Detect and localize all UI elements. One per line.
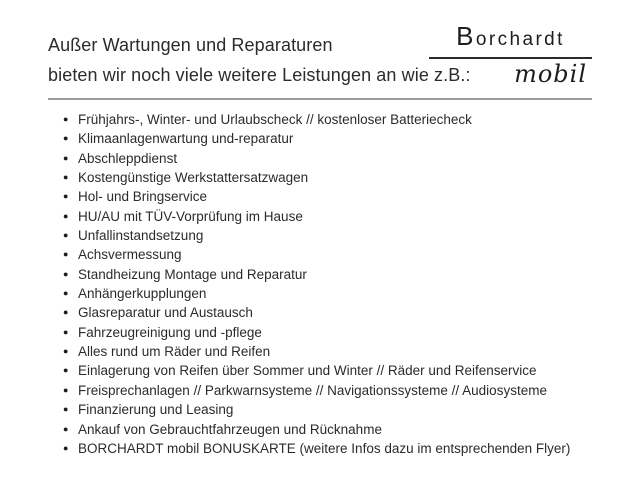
separator-rule bbox=[48, 98, 592, 100]
list-item-label: Hol- und Bringservice bbox=[78, 189, 208, 205]
list-item-label: Glasreparatur und Austausch bbox=[78, 305, 253, 321]
bullet-icon: ● bbox=[63, 346, 69, 357]
list-item bbox=[63, 420, 630, 439]
list-item-label: Unfallinstandsetzung bbox=[78, 228, 204, 244]
bullet-icon: ● bbox=[63, 230, 69, 241]
list-item bbox=[63, 265, 630, 284]
list-item-label: Standheizung Montage und Reparatur bbox=[78, 266, 307, 282]
list-item-label: Ankauf von Gebrauchtfahrzeugen und Rücknahme bbox=[78, 421, 382, 437]
headline-line1: Außer Wartungen und Reparaturen bbox=[48, 35, 333, 55]
list-item bbox=[63, 226, 630, 245]
list-item bbox=[63, 245, 630, 264]
logo-wordmark: Borchardt bbox=[429, 23, 592, 59]
logo-script-mobil: mobil bbox=[514, 60, 587, 88]
list-item bbox=[63, 168, 630, 187]
headline-line2: bieten wir noch viele weitere Leistungen an wie z.B.: bbox=[48, 65, 471, 85]
list-item-label: Achsvermessung bbox=[78, 247, 182, 263]
services-list-section bbox=[63, 110, 630, 458]
bullet-icon: ● bbox=[63, 133, 69, 144]
list-item bbox=[63, 110, 630, 129]
bullet-icon: ● bbox=[63, 249, 69, 260]
bullet-icon: ● bbox=[63, 268, 69, 279]
list-item bbox=[63, 187, 630, 206]
list-item bbox=[63, 207, 630, 226]
bullet-icon: ● bbox=[63, 423, 69, 434]
list-item-label: BORCHARDT mobil BONUSKARTE (weitere Infos dazu im entsprechenden Flyer) bbox=[78, 440, 571, 456]
bullet-icon: ● bbox=[63, 172, 69, 183]
bullet-icon: ● bbox=[63, 152, 69, 163]
header bbox=[48, 21, 592, 90]
list-item-label: Abschleppdienst bbox=[78, 150, 178, 166]
list-item bbox=[63, 129, 630, 148]
list-item bbox=[63, 323, 630, 342]
services-list bbox=[63, 110, 630, 458]
list-item bbox=[63, 361, 630, 380]
list-item bbox=[63, 303, 630, 322]
bullet-icon: ● bbox=[63, 404, 69, 415]
bullet-icon: ● bbox=[63, 365, 69, 376]
list-item-label: Fahrzeugreinigung und -pflege bbox=[78, 324, 262, 340]
list-item-label: HU/AU mit TÜV-Vorprüfung im Hause bbox=[78, 208, 303, 224]
list-item-label: Klimaanlagenwartung und-reparatur bbox=[78, 131, 294, 147]
bullet-icon: ● bbox=[63, 114, 69, 124]
list-item-label: Kostengünstige Werkstattersatzwagen bbox=[78, 170, 309, 186]
list-item-label: Einlagerung von Reifen über Sommer und Winter // Räder und Reifenservice bbox=[78, 363, 537, 379]
list-item-label: Freisprechanlagen // Parkwarnsysteme // Navigationssysteme // Audiosysteme bbox=[78, 382, 547, 398]
bullet-icon: ● bbox=[63, 384, 69, 395]
bullet-icon: ● bbox=[63, 210, 69, 221]
list-item-label: Finanzierung und Leasing bbox=[78, 402, 234, 418]
list-item bbox=[63, 400, 630, 419]
bullet-icon: ● bbox=[63, 288, 69, 299]
list-item bbox=[63, 381, 630, 400]
list-item-label: Frühjahrs-, Winter- und Urlaubscheck // kostenloser Batteriecheck bbox=[78, 112, 472, 127]
bullet-icon: ● bbox=[63, 191, 69, 202]
bullet-icon: ● bbox=[63, 307, 69, 318]
list-item bbox=[63, 342, 630, 361]
list-item-label: Alles rund um Räder und Reifen bbox=[78, 344, 271, 360]
list-item bbox=[63, 284, 630, 303]
bullet-icon: ● bbox=[63, 442, 69, 453]
borchardt-logo bbox=[429, 23, 592, 88]
list-item bbox=[63, 439, 630, 458]
list-item bbox=[63, 149, 630, 168]
bullet-icon: ● bbox=[63, 326, 69, 337]
list-item-label: Anhängerkupplungen bbox=[78, 286, 207, 302]
